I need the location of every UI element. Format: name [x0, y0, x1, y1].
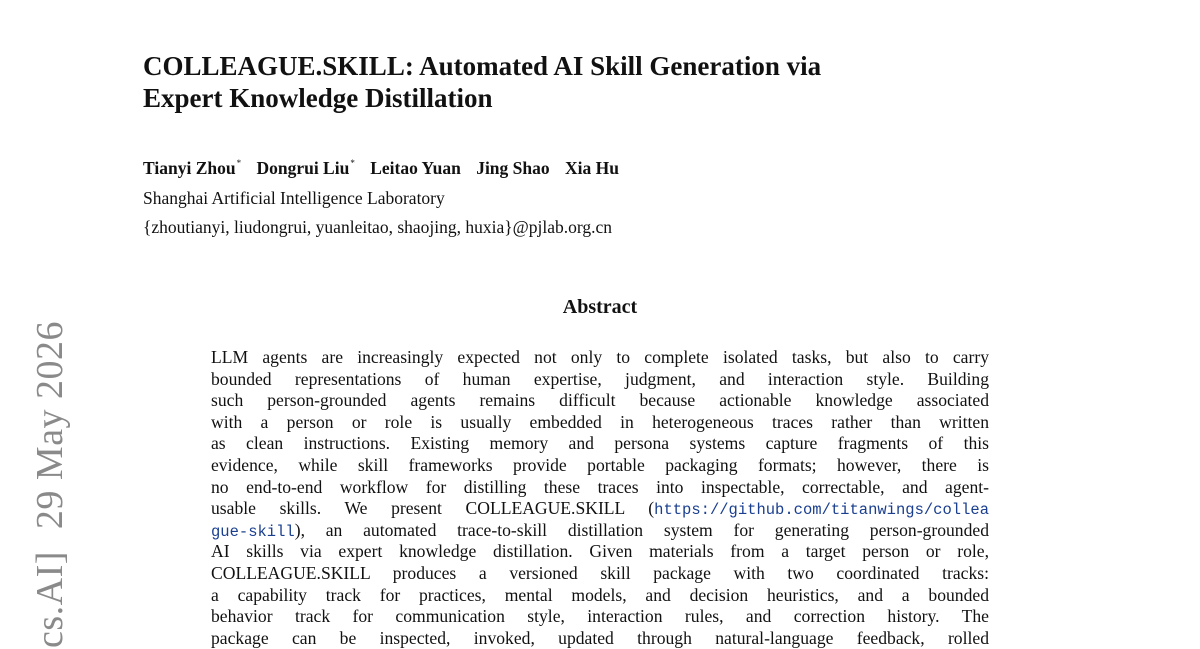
github-link-continued[interactable]: gue-skill — [211, 522, 295, 541]
abstract-line: LLM agents are increasingly expected not only to complete isolated tasks, but also to carry — [211, 347, 989, 367]
author-name: Tianyi Zhou — [143, 158, 236, 178]
abstract-line: such person-grounded agents remains difficult because actionable knowledge associated — [211, 390, 989, 411]
abstract-body — [211, 347, 989, 649]
arxiv-date: 29 May 2026 — [29, 320, 71, 530]
abstract-line — [211, 520, 989, 542]
arxiv-side-stamp — [30, 321, 70, 648]
github-link[interactable]: https://github.com/titanwings/collea — [654, 501, 989, 520]
abstract-line: a capability track for practices, mental models, and decision heuristics, and a bounded — [211, 584, 989, 605]
abstract-line — [211, 498, 989, 520]
affiliation: Shanghai Artificial Intelligence Laboratory — [143, 188, 445, 208]
author — [143, 158, 241, 179]
author — [476, 158, 549, 179]
author — [565, 158, 619, 179]
author-name: Dongrui Liu — [256, 158, 350, 178]
arxiv-category: cs.AI] — [29, 551, 71, 648]
abstract-text: usable skills. We present COLLEAGUE.SKILL ( — [211, 498, 655, 519]
abstract-line: COLLEAGUE.SKILL produces a versioned skill package with two coordinated tracks: — [211, 562, 989, 583]
abstract-line: AI skills via expert knowledge distillation. Given materials from a target person or role, — [211, 541, 989, 562]
author-name: Jing Shao — [476, 158, 550, 178]
paper-title — [143, 50, 963, 114]
abstract-line: as clean instructions. Existing memory and persona systems capture fragments of this — [211, 433, 989, 454]
abstract-line: no end-to-end workflow for distilling these traces into inspectable, correctable, and agent- — [211, 476, 989, 497]
author-name: Xia Hu — [565, 158, 619, 178]
abstract-text: ), an automated trace-to-skill distillation system for generating person-grounded — [294, 519, 989, 540]
author-list — [143, 158, 630, 179]
author-name: Leitao Yuan — [370, 158, 461, 178]
abstract-line: with a person or role is usually embedded in heterogeneous traces rather than written — [211, 411, 989, 432]
abstract-line: package can be inspected, invoked, updated through natural-language feedback, rolled — [211, 627, 989, 648]
author — [370, 158, 461, 179]
abstract-line: bounded representations of human expertise, judgment, and interaction style. Building — [211, 368, 989, 389]
abstract-line: evidence, while skill frameworks provide portable packaging formats; however, there is — [211, 454, 989, 475]
author-emails: {zhoutianyi, liudongrui, yuanleitao, shaojing, huxia}@pjlab.org.cn — [143, 217, 613, 237]
equal-contribution-mark: * — [350, 158, 355, 168]
equal-contribution-mark: * — [236, 158, 242, 168]
abstract-heading: Abstract — [562, 296, 638, 318]
abstract-line: behavior track for communication style, interaction rules, and correction history. The — [211, 606, 989, 627]
paper-title-line-1: COLLEAGUE.SKILL: Automated AI Skill Generation via — [143, 51, 822, 81]
paper-title-line-2: Expert Knowledge Distillation — [143, 83, 493, 113]
author — [256, 158, 354, 179]
